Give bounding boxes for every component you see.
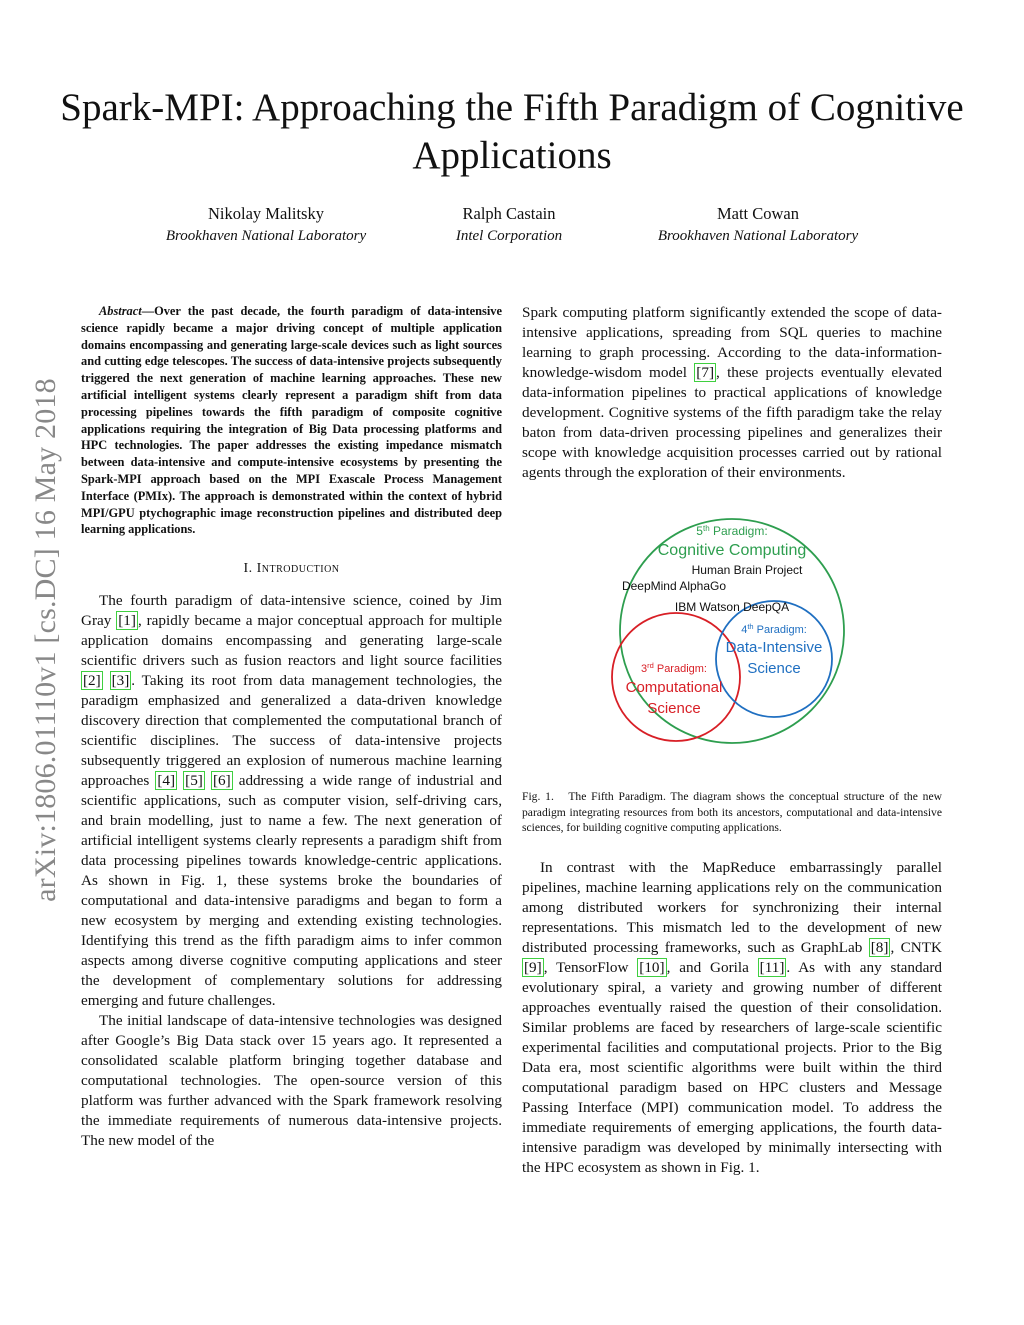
third-paradigm-circle — [612, 613, 740, 741]
author-3 — [598, 203, 918, 247]
text-run: In contrast with the MapReduce embarrassingly parallel pipelines, machine learning applications rely on the communication among distributed workers for synchronizing their internal representations. This mismatch led to the development of new distributed processing frameworks, such as GraphLab — [522, 858, 942, 956]
citation-link[interactable]: [4] — [157, 772, 176, 790]
author-affiliation: Intel Corporation — [455, 228, 563, 244]
intro-paragraph-1 — [81, 591, 502, 1011]
text-run: , TensorFlow — [543, 958, 638, 976]
section-heading — [81, 559, 502, 579]
citation-link[interactable]: [2] — [83, 672, 101, 690]
arxiv-id: arXiv:1806.01110v1 [cs.DC] 16 May 2018 — [29, 378, 62, 902]
text-run: , rapidly became a major conceptual approach for multiple application domains encompassing and generating large-scale scientific drivers such as fusion reactors and light source facilities — [81, 612, 502, 670]
fourth-paradigm-label: 4th Paradigm: — [741, 621, 807, 636]
paradigm-venn-diagram — [582, 517, 882, 747]
citation-link[interactable]: [3] — [111, 672, 130, 690]
author-name: Nikolay Malitsky — [208, 204, 324, 223]
citation-link[interactable]: [7] — [696, 364, 715, 381]
data-intensive-science-label: Science — [747, 660, 801, 677]
text-run: Spark computing platform significantly extended the scope of data-intensive applications, spreading from SQL queries to machine learning to graph processing. According to the data-information-knowledge-wisdom model — [522, 304, 942, 381]
author-name: Ralph Castain — [462, 204, 556, 223]
caption-label: Fig. 1. — [522, 790, 554, 803]
text-run: addressing a wide range of industrial and scientific applications, such as computer vision, self-driving cars, and brain modelling, just to name a few. The next generation of artificial intelligent systems clearly represents a paradigm shift from data processing pipelines towards knowledge-centric applications. As shown in Fig. 1, these systems broke the boundaries of computational and data-intensive paradigms and began to form a new ecosystem by merging and extending existing technologies. Identifying this trend as the fifth paradigm aims to infer common aspects among diverse cognitive computing applications and steer the development of complementary solutions for addressing emerging and future challenges. — [81, 772, 502, 1010]
example-human-brain-project: Human Brain Project — [691, 563, 803, 577]
paper-title: Spark-MPI: Approaching the Fifth Paradigm of Cognitive Applications — [60, 86, 964, 177]
figure-caption — [522, 789, 942, 836]
right-column — [522, 303, 942, 1178]
intro-paragraph-2: The initial landscape of data-intensive technologies was designed after Google’s Big Data stack over 15 years ago. It represented a consolidated scalable platform bringing together database and computational technologies. The open-source version of this platform was further advanced with the Spark framework resolving the immediate requirements of numerous data-intensive projects. The new model of the — [81, 1012, 502, 1150]
citation-link[interactable]: [1] — [118, 612, 136, 630]
section-title: Introduction — [256, 561, 340, 577]
citation-link[interactable]: [8] — [870, 938, 889, 956]
example-deepmind-alphago: DeepMind AlphaGo — [621, 579, 727, 593]
author-affiliation: Brookhaven National Laboratory — [657, 228, 859, 244]
text-run: , CNTK — [890, 938, 942, 956]
citation-link[interactable]: [9] — [524, 958, 542, 976]
text-run: . As with any standard evolutionary spiral, a variety and growing number of different approaches eventually raised the question of their consolidation. Similar problems are faced by researchers of large-scale scientific experimental facilities and computational projects. Prior to the Big Data era, most scientific algorithms were built within the third computational paradigm based on HPC clusters and Message Passing Interface (MPI) communication model. To address the immediate requirements of emerging applications, the fourth data-intensive paradigm was developed by minimally intersecting with the HPC ecosystem as shown in Fig. 1. — [522, 958, 942, 1176]
computational-label: Computational — [625, 679, 723, 696]
abstract-text: Over the past decade, the fourth paradigm of data-intensive science rapidly became a major driving concept of multiple application domains encompassing and generating large-scale devices such as light sources and cutting edge telescopes. The success of data-intensive projects subsequently triggered the next generation of machine learning approaches. These new artificial intelligent systems clearly represent a paradigm shift from data processing pipelines towards the fifth paradigm of composite cognitive applications requiring the integration of Big Data processing platforms and HPC technologies. The paper addresses the existing impedance mismatch between data-intensive and compute-intensive ecosystems by presenting the Spark-MPI approach based on the MPI Exascale Process Management Interface (PMIx). The approach is demonstrated within the context of hybrid MPI/GPU ptychographic image reconstruction pipelines and distributed deep learning applications. — [81, 304, 502, 537]
figure-1 — [522, 517, 942, 767]
cognitive-computing-label: Cognitive Computing — [657, 542, 807, 559]
fifth-paradigm-label: 5th Paradigm: — [696, 523, 768, 538]
citation-link[interactable]: [5] — [185, 772, 203, 790]
body-paragraph — [522, 858, 942, 1178]
third-paradigm-label: 3rd Paradigm: — [641, 660, 707, 675]
text-run: The fourth paradigm of data-intensive science, coined by Jim Gray — [81, 592, 502, 630]
computational-science-label: Science — [647, 700, 701, 717]
fourth-paradigm-circle — [716, 601, 832, 717]
abstract-label: Abstract — [99, 304, 142, 318]
citation-link[interactable]: [10] — [639, 958, 665, 976]
left-column — [81, 303, 502, 1151]
data-intensive-label: Data-Intensive — [725, 639, 823, 656]
section-number: I. — [243, 561, 253, 577]
body-paragraph — [522, 303, 942, 483]
text-run: . Taking its root from data management technologies, the paradigm emphasized and generalized a data-driven knowledge discovery direction that complemented the computational branch of scientific disciplines. The success of data-intensive projects subsequently triggered an explosion of numerous machine learning approaches — [81, 672, 502, 790]
text-run — [103, 672, 110, 689]
author-name: Matt Cowan — [716, 204, 800, 223]
arxiv-watermark — [20, 340, 72, 940]
citation-link[interactable]: [11] — [759, 958, 785, 976]
text-run: , these projects eventually elevated data-information pipelines to practical applications of knowledge development. Cognitive systems of the fifth paradigm take the relay baton from data-driven processing pipelines and generalizes their scope with knowledge acquisition processes carried out by rational agents through the exploration of their environments. — [522, 364, 942, 481]
example-ibm-watson: IBM Watson DeepQA — [674, 600, 790, 614]
citation-link[interactable]: [6] — [212, 772, 231, 790]
text-run: , and Gorila — [666, 958, 758, 976]
abstract: Abstract—Over the past decade, the fourth paradigm of data-intensive science rapidly became a major driving concept of multiple application domains encompassing and generating large-scale devices such as light sources and cutting edge telescopes. The success of data-intensive projects subsequently triggered the next generation of machine learning approaches. These new artificial intelligent systems clearly represent a paradigm shift from data processing pipelines towards the fifth paradigm of composite cognitive applications requiring the integration of Big Data processing platforms and HPC technologies. The paper addresses the existing impedance mismatch between data-intensive and compute-intensive ecosystems by presenting the Spark-MPI approach based on the MPI Exascale Process Management Interface (PMIx). The approach is demonstrated within the context of hybrid MPI/GPU ptychographic image reconstruction pipelines and distributed deep learning applications. — [81, 304, 502, 537]
caption-text: The Fifth Paradigm. The diagram shows the conceptual structure of the new paradigm integrating resources from both its ancestors, computational and data-intensive sciences, for building cognitive computing applications. — [522, 790, 942, 834]
author-affiliation: Brookhaven National Laboratory — [165, 228, 367, 244]
